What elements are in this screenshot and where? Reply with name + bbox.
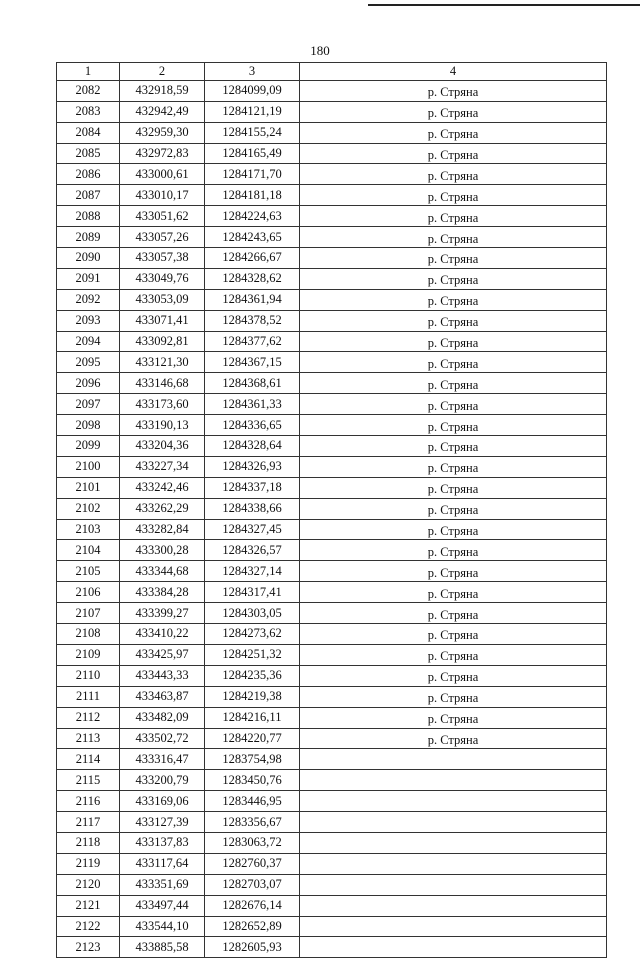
x-coordinate-cell: 433169,06 <box>120 791 205 812</box>
point-number-cell: 2095 <box>57 352 120 373</box>
y-coordinate-cell: 1284368,61 <box>205 373 300 394</box>
y-coordinate-cell: 1283356,67 <box>205 812 300 833</box>
table-row <box>57 373 607 394</box>
y-coordinate-cell: 1284121,19 <box>205 101 300 122</box>
x-coordinate-cell: 433127,39 <box>120 812 205 833</box>
y-coordinate-cell: 1284235,36 <box>205 665 300 686</box>
x-coordinate-cell: 433000,61 <box>120 164 205 185</box>
point-number-cell: 2108 <box>57 624 120 645</box>
x-coordinate-cell: 433544,10 <box>120 916 205 937</box>
table-row <box>57 415 607 436</box>
y-coordinate-cell: 1284243,65 <box>205 227 300 248</box>
table-row <box>57 436 607 457</box>
note-cell: р. Стряна <box>300 122 607 143</box>
table-row <box>57 477 607 498</box>
note-cell: р. Стряна <box>300 707 607 728</box>
point-number-cell: 2117 <box>57 812 120 833</box>
point-number-cell: 2087 <box>57 185 120 206</box>
point-number-cell: 2101 <box>57 477 120 498</box>
x-coordinate-cell: 433057,38 <box>120 248 205 269</box>
point-number-cell: 2107 <box>57 603 120 624</box>
point-number-cell: 2084 <box>57 122 120 143</box>
note-cell <box>300 874 607 895</box>
table-row <box>57 268 607 289</box>
point-number-cell: 2085 <box>57 143 120 164</box>
y-coordinate-cell: 1284171,70 <box>205 164 300 185</box>
x-coordinate-cell: 433173,60 <box>120 394 205 415</box>
note-cell: р. Стряна <box>300 101 607 122</box>
point-number-cell: 2106 <box>57 582 120 603</box>
note-cell <box>300 749 607 770</box>
x-coordinate-cell: 433482,09 <box>120 707 205 728</box>
point-number-cell: 2102 <box>57 498 120 519</box>
point-number-cell: 2105 <box>57 561 120 582</box>
y-coordinate-cell: 1284338,66 <box>205 498 300 519</box>
point-number-cell: 2096 <box>57 373 120 394</box>
x-coordinate-cell: 433384,28 <box>120 582 205 603</box>
x-coordinate-cell: 433200,79 <box>120 770 205 791</box>
x-coordinate-cell: 433049,76 <box>120 268 205 289</box>
point-number-cell: 2090 <box>57 248 120 269</box>
note-cell: р. Стряна <box>300 644 607 665</box>
point-number-cell: 2122 <box>57 916 120 937</box>
table-row <box>57 519 607 540</box>
point-number-cell: 2109 <box>57 644 120 665</box>
note-cell: р. Стряна <box>300 561 607 582</box>
table-row <box>57 352 607 373</box>
point-number-cell: 2118 <box>57 832 120 853</box>
x-coordinate-cell: 433057,26 <box>120 227 205 248</box>
x-coordinate-cell: 433146,68 <box>120 373 205 394</box>
x-coordinate-cell: 433344,68 <box>120 561 205 582</box>
header-cell-point: 1 <box>57 63 120 81</box>
note-cell: р. Стряна <box>300 519 607 540</box>
y-coordinate-cell: 1284367,15 <box>205 352 300 373</box>
coordinates-table <box>56 62 607 958</box>
y-coordinate-cell: 1283450,76 <box>205 770 300 791</box>
y-coordinate-cell: 1283754,98 <box>205 749 300 770</box>
table-row <box>57 206 607 227</box>
y-coordinate-cell: 1284155,24 <box>205 122 300 143</box>
point-number-cell: 2097 <box>57 394 120 415</box>
point-number-cell: 2110 <box>57 665 120 686</box>
x-coordinate-cell: 433242,46 <box>120 477 205 498</box>
table-row <box>57 101 607 122</box>
table-row <box>57 248 607 269</box>
note-cell <box>300 853 607 874</box>
table-row <box>57 143 607 164</box>
page-number: 180 <box>310 43 330 58</box>
table-row <box>57 686 607 707</box>
table-row <box>57 122 607 143</box>
point-number-cell: 2123 <box>57 937 120 958</box>
table-row <box>57 707 607 728</box>
point-number-cell: 2113 <box>57 728 120 749</box>
table-row <box>57 331 607 352</box>
y-coordinate-cell: 1283063,72 <box>205 832 300 853</box>
table-row <box>57 791 607 812</box>
x-coordinate-cell: 433137,83 <box>120 832 205 853</box>
y-coordinate-cell: 1284251,32 <box>205 644 300 665</box>
table-row <box>57 185 607 206</box>
note-cell: р. Стряна <box>300 80 607 101</box>
x-coordinate-cell: 433121,30 <box>120 352 205 373</box>
x-coordinate-cell: 433443,33 <box>120 665 205 686</box>
note-cell: р. Стряна <box>300 143 607 164</box>
y-coordinate-cell: 1284317,41 <box>205 582 300 603</box>
note-cell: р. Стряна <box>300 373 607 394</box>
y-coordinate-cell: 1283446,95 <box>205 791 300 812</box>
point-number-cell: 2112 <box>57 707 120 728</box>
x-coordinate-cell: 433190,13 <box>120 415 205 436</box>
top-rule <box>368 4 640 6</box>
table-row <box>57 874 607 895</box>
note-cell: р. Стряна <box>300 540 607 561</box>
x-coordinate-cell: 433051,62 <box>120 206 205 227</box>
point-number-cell: 2104 <box>57 540 120 561</box>
note-cell: р. Стряна <box>300 394 607 415</box>
point-number-cell: 2091 <box>57 268 120 289</box>
table-row <box>57 665 607 686</box>
y-coordinate-cell: 1284336,65 <box>205 415 300 436</box>
point-number-cell: 2098 <box>57 415 120 436</box>
note-cell: р. Стряна <box>300 185 607 206</box>
x-coordinate-cell: 432959,30 <box>120 122 205 143</box>
note-cell <box>300 832 607 853</box>
x-coordinate-cell: 433227,34 <box>120 456 205 477</box>
table-row <box>57 749 607 770</box>
note-cell: р. Стряна <box>300 456 607 477</box>
point-number-cell: 2092 <box>57 289 120 310</box>
point-number-cell: 2089 <box>57 227 120 248</box>
note-cell: р. Стряна <box>300 415 607 436</box>
note-cell: р. Стряна <box>300 164 607 185</box>
table-row <box>57 80 607 101</box>
y-coordinate-cell: 1284219,38 <box>205 686 300 707</box>
note-cell: р. Стряна <box>300 477 607 498</box>
header-cell-note: 4 <box>300 63 607 81</box>
x-coordinate-cell: 433351,69 <box>120 874 205 895</box>
table-row <box>57 289 607 310</box>
note-cell: р. Стряна <box>300 248 607 269</box>
note-cell <box>300 916 607 937</box>
y-coordinate-cell: 1282605,93 <box>205 937 300 958</box>
header-cell-y: 3 <box>205 63 300 81</box>
note-cell: р. Стряна <box>300 331 607 352</box>
y-coordinate-cell: 1284326,93 <box>205 456 300 477</box>
note-cell: р. Стряна <box>300 268 607 289</box>
point-number-cell: 2114 <box>57 749 120 770</box>
point-number-cell: 2094 <box>57 331 120 352</box>
x-coordinate-cell: 432918,59 <box>120 80 205 101</box>
x-coordinate-cell: 433425,97 <box>120 644 205 665</box>
note-cell: р. Стряна <box>300 498 607 519</box>
y-coordinate-cell: 1284303,05 <box>205 603 300 624</box>
table-row <box>57 227 607 248</box>
table-row <box>57 937 607 958</box>
header-cell-x: 2 <box>120 63 205 81</box>
point-number-cell: 2099 <box>57 436 120 457</box>
y-coordinate-cell: 1284377,62 <box>205 331 300 352</box>
note-cell: р. Стряна <box>300 624 607 645</box>
point-number-cell: 2082 <box>57 80 120 101</box>
point-number-cell: 2086 <box>57 164 120 185</box>
table-row <box>57 728 607 749</box>
y-coordinate-cell: 1284361,94 <box>205 289 300 310</box>
note-cell: р. Стряна <box>300 686 607 707</box>
y-coordinate-cell: 1284328,64 <box>205 436 300 457</box>
point-number-cell: 2093 <box>57 310 120 331</box>
y-coordinate-cell: 1284181,18 <box>205 185 300 206</box>
table-row <box>57 916 607 937</box>
point-number-cell: 2100 <box>57 456 120 477</box>
header-row <box>57 63 607 81</box>
x-coordinate-cell: 432942,49 <box>120 101 205 122</box>
table-row <box>57 498 607 519</box>
note-cell: р. Стряна <box>300 289 607 310</box>
note-cell <box>300 937 607 958</box>
y-coordinate-cell: 1282676,14 <box>205 895 300 916</box>
x-coordinate-cell: 433262,29 <box>120 498 205 519</box>
point-number-cell: 2120 <box>57 874 120 895</box>
point-number-cell: 2121 <box>57 895 120 916</box>
note-cell: р. Стряна <box>300 603 607 624</box>
table-body <box>57 80 607 957</box>
note-cell <box>300 770 607 791</box>
point-number-cell: 2119 <box>57 853 120 874</box>
point-number-cell: 2115 <box>57 770 120 791</box>
y-coordinate-cell: 1284378,52 <box>205 310 300 331</box>
table-row <box>57 812 607 833</box>
y-coordinate-cell: 1284216,11 <box>205 707 300 728</box>
y-coordinate-cell: 1284337,18 <box>205 477 300 498</box>
table-row <box>57 394 607 415</box>
table-row <box>57 561 607 582</box>
x-coordinate-cell: 433497,44 <box>120 895 205 916</box>
x-coordinate-cell: 433316,47 <box>120 749 205 770</box>
table-row <box>57 310 607 331</box>
note-cell <box>300 895 607 916</box>
x-coordinate-cell: 432972,83 <box>120 143 205 164</box>
y-coordinate-cell: 1284266,67 <box>205 248 300 269</box>
table-row <box>57 603 607 624</box>
y-coordinate-cell: 1284328,62 <box>205 268 300 289</box>
table-row <box>57 164 607 185</box>
x-coordinate-cell: 433885,58 <box>120 937 205 958</box>
table-row <box>57 582 607 603</box>
note-cell: р. Стряна <box>300 665 607 686</box>
point-number-cell: 2103 <box>57 519 120 540</box>
note-cell: р. Стряна <box>300 310 607 331</box>
table-row <box>57 540 607 561</box>
x-coordinate-cell: 433463,87 <box>120 686 205 707</box>
note-cell: р. Стряна <box>300 436 607 457</box>
y-coordinate-cell: 1282703,07 <box>205 874 300 895</box>
note-cell: р. Стряна <box>300 352 607 373</box>
x-coordinate-cell: 433502,72 <box>120 728 205 749</box>
table-row <box>57 895 607 916</box>
y-coordinate-cell: 1284099,09 <box>205 80 300 101</box>
x-coordinate-cell: 433010,17 <box>120 185 205 206</box>
y-coordinate-cell: 1284327,45 <box>205 519 300 540</box>
table-row <box>57 624 607 645</box>
x-coordinate-cell: 433204,36 <box>120 436 205 457</box>
point-number-cell: 2083 <box>57 101 120 122</box>
table-row <box>57 832 607 853</box>
note-cell: р. Стряна <box>300 582 607 603</box>
point-number-cell: 2116 <box>57 791 120 812</box>
x-coordinate-cell: 433399,27 <box>120 603 205 624</box>
y-coordinate-cell: 1284326,57 <box>205 540 300 561</box>
y-coordinate-cell: 1284220,77 <box>205 728 300 749</box>
table-row <box>57 456 607 477</box>
note-cell <box>300 812 607 833</box>
point-number-cell: 2088 <box>57 206 120 227</box>
x-coordinate-cell: 433282,84 <box>120 519 205 540</box>
note-cell: р. Стряна <box>300 206 607 227</box>
table-row <box>57 853 607 874</box>
note-cell <box>300 791 607 812</box>
note-cell: р. Стряна <box>300 227 607 248</box>
y-coordinate-cell: 1282760,37 <box>205 853 300 874</box>
x-coordinate-cell: 433300,28 <box>120 540 205 561</box>
y-coordinate-cell: 1284273,62 <box>205 624 300 645</box>
y-coordinate-cell: 1284361,33 <box>205 394 300 415</box>
x-coordinate-cell: 433092,81 <box>120 331 205 352</box>
x-coordinate-cell: 433053,09 <box>120 289 205 310</box>
y-coordinate-cell: 1282652,89 <box>205 916 300 937</box>
note-cell: р. Стряна <box>300 728 607 749</box>
table-row <box>57 644 607 665</box>
x-coordinate-cell: 433410,22 <box>120 624 205 645</box>
x-coordinate-cell: 433071,41 <box>120 310 205 331</box>
table-row <box>57 770 607 791</box>
y-coordinate-cell: 1284224,63 <box>205 206 300 227</box>
x-coordinate-cell: 433117,64 <box>120 853 205 874</box>
y-coordinate-cell: 1284327,14 <box>205 561 300 582</box>
point-number-cell: 2111 <box>57 686 120 707</box>
y-coordinate-cell: 1284165,49 <box>205 143 300 164</box>
